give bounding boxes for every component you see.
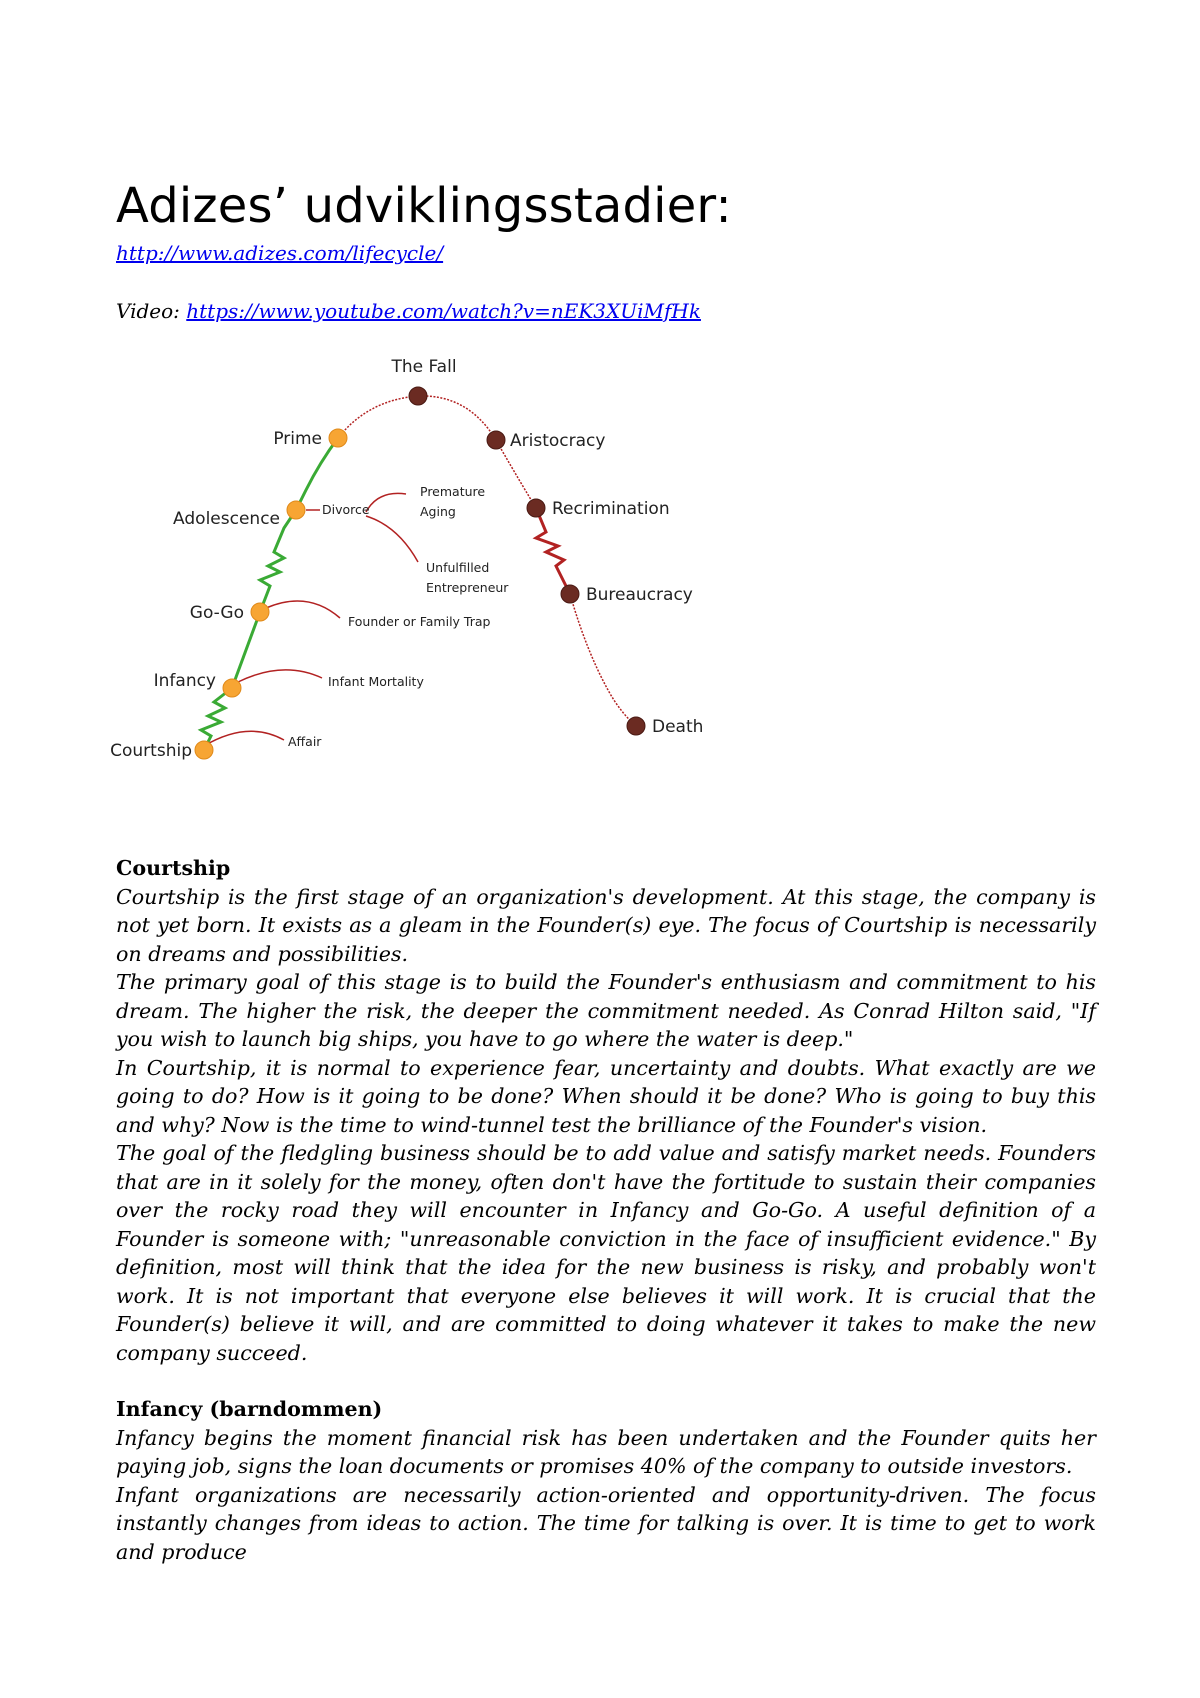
lifecycle-url-line [116, 240, 443, 266]
decline-curve-recrimination-bureaucracy [536, 508, 570, 594]
lifecycle-curve-svg [108, 350, 788, 770]
label-bureaucracy: Bureaucracy [586, 585, 693, 605]
label-premature-aging-1: Premature [420, 484, 486, 499]
label-premature-aging-2: Aging [420, 504, 456, 519]
text-body [116, 854, 1096, 1566]
label-adolescence: Adolescence [173, 509, 280, 529]
infancy-paragraph: Infancy begins the moment financial risk has been undertaken and the Founder quits her paying job, signs the loan documents or promises 40% of the company to outside investors. [116, 1425, 1096, 1478]
lifecycle-diagram [108, 350, 788, 770]
label-death: Death [652, 717, 704, 737]
label-gogo: Go-Go [189, 603, 244, 623]
affair-arc [204, 731, 284, 746]
page-title: Adizes’ udviklingsstadier: [116, 178, 732, 234]
label-courtship: Courtship [110, 741, 192, 761]
label-infant-mortality: Infant Mortality [328, 674, 424, 689]
label-recrimination: Recrimination [552, 499, 670, 519]
section-gap [116, 1367, 1096, 1395]
label-divorce: Divorce [322, 502, 370, 517]
label-affair: Affair [288, 734, 322, 749]
node-adolescence [287, 501, 305, 519]
node-bureaucracy [561, 585, 579, 603]
label-aristocracy: Aristocracy [510, 431, 606, 451]
founder-trap-arc [266, 601, 340, 618]
lifecycle-link[interactable]: http://www.adizes.com/lifecycle/ [116, 241, 444, 265]
video-link[interactable]: https://www.youtube.com/watch?v=nEK3XUiMfHk [186, 299, 701, 323]
courtship-paragraph: In Courtship, it is normal to experience fear, uncertainty and doubts. What exactly are we going to do? How is it going to be done? When should it be done? Who is going to buy this and why? Now is the time to wind-tunnel test the brilliance of the Founder's vision. [116, 1055, 1096, 1137]
node-death [627, 717, 645, 735]
heading-infancy: Infancy (barndommen) [116, 1397, 383, 1421]
label-prime: Prime [273, 429, 322, 449]
courtship-paragraph: The primary goal of this stage is to build the Founder's enthusiasm and commitment to his dream. The higher the risk, the deeper the commitment needed. As Conrad Hilton said, "If you wish to launch big ships, you have to go where the water is deep." [116, 970, 1096, 1051]
premature-aging-arc [366, 493, 406, 512]
heading-courtship: Courtship [116, 856, 231, 880]
label-infancy: Infancy [153, 671, 216, 691]
node-recrimination [527, 499, 545, 517]
unfulfilled-arc [366, 516, 418, 562]
node-courtship [195, 741, 213, 759]
label-unfulfilled-1: Unfulfilled [426, 560, 490, 575]
infant-mortality-arc [238, 670, 322, 682]
courtship-paragraph: Courtship is the first stage of an organization's development. At this stage, the company is not yet born. It exists as a gleam in the Founder(s) eye. The focus of Courtship is necessarily on dreams and possibilities. [116, 884, 1096, 966]
node-gogo [251, 603, 269, 621]
growth-curve-infancy-gogo [232, 612, 260, 688]
node-aristocracy [487, 431, 505, 449]
decline-curve-bureaucracy-death [570, 594, 636, 726]
label-fall: The Fall [391, 357, 457, 377]
video-line [116, 298, 701, 324]
node-infancy [223, 679, 241, 697]
infancy-paragraph: Infant organizations are necessarily action-oriented and opportunity-driven. The focus instantly changes from ideas to action. The time for talking is over. It is time to get to work and produce [116, 1482, 1096, 1564]
label-unfulfilled-2: Entrepreneur [426, 580, 509, 595]
courtship-paragraph: The goal of the fledgling business should be to add value and satisfy market needs. Founders that are in it solely for the money, often don't have the fortitude to sustain their companies over the rocky road they will encounter in Infancy and Go-Go. A useful definition of a Founder is someone with; "unreasonable conviction in the face of insufficient evidence." By definition, most will think that the idea for the new business is risky, and probably won't work. It is not important that everyone else believes it will work. It is crucial that the Founder(s) believe it will, and are committed to doing whatever it takes to make the new company succeed. [116, 1141, 1096, 1365]
video-label: Video: [116, 299, 187, 323]
node-prime [329, 429, 347, 447]
label-founder-trap: Founder or Family Trap [348, 614, 491, 629]
node-fall [409, 387, 427, 405]
